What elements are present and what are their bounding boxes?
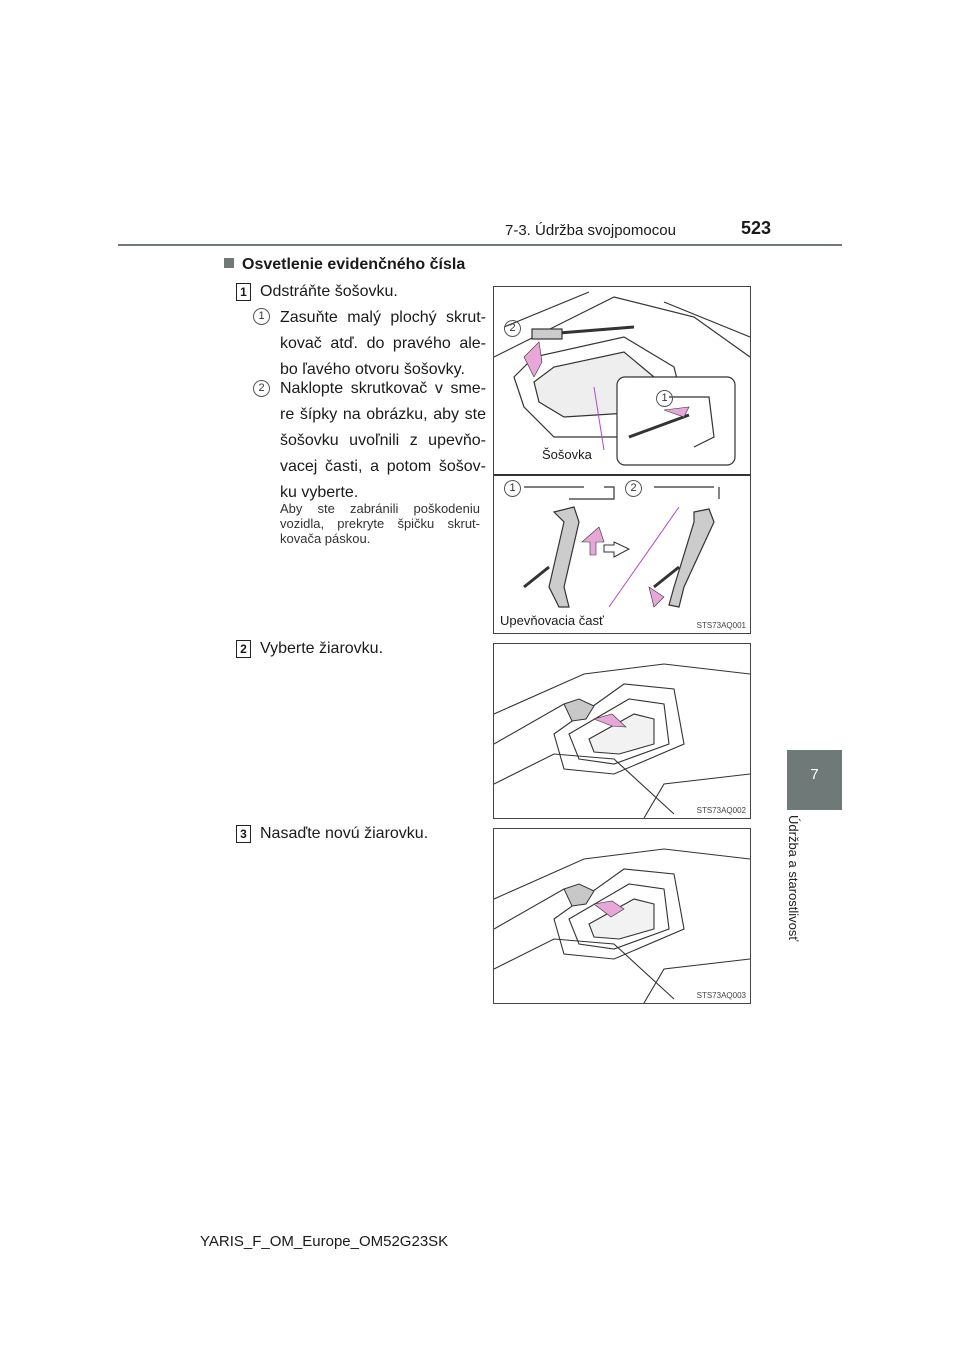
step-badge: 2 bbox=[236, 640, 251, 658]
substep-text: Naklopte skrutkovač v sme-re šípky na obrázku, aby ste šošovku uvoľnili z upevňo-vacej časti, a potom šošov-ku vyberte. bbox=[280, 380, 486, 501]
caution-note: Aby ste zabránili poškodeniu vozidla, prekryte špičku skrut-kovača páskou. bbox=[280, 501, 480, 546]
figure-callout: 1 bbox=[656, 390, 673, 407]
chapter-number: 7 bbox=[810, 766, 819, 783]
step-text: Nasaďte novú žiarovku. bbox=[260, 825, 429, 842]
square-bullet-icon bbox=[224, 258, 234, 268]
running-header: 7-3. Údržba svojpomocou bbox=[505, 222, 676, 239]
figure-code: STS73AQ003 bbox=[696, 991, 746, 1000]
section-title-text: Osvetlenie evidenčného čísla bbox=[242, 256, 466, 273]
figure-bulb-install bbox=[493, 828, 751, 1004]
page-number: 523 bbox=[741, 218, 772, 238]
substep-text: Zasuňte malý plochý skrut-kovač atď. do pravého ale-bo ľavého otvoru šošovky. bbox=[280, 309, 486, 378]
step-badge: 1 bbox=[236, 283, 251, 301]
figure-callout: 2 bbox=[504, 320, 521, 337]
substep-number: 2 bbox=[253, 380, 270, 397]
figure-callout: 2 bbox=[625, 480, 642, 497]
chapter-side-label bbox=[777, 815, 807, 995]
figure-code: STS73AQ002 bbox=[696, 806, 746, 815]
section-title bbox=[224, 256, 465, 274]
figure-callout: 1 bbox=[504, 480, 521, 497]
figure-bulb-removal bbox=[493, 643, 751, 819]
step-text: Vyberte žiarovku. bbox=[260, 640, 384, 657]
label-mount: Upevňovacia časť bbox=[500, 613, 604, 628]
step-text: Odstráňte šošovku. bbox=[260, 283, 398, 300]
figure-lens-removal bbox=[493, 286, 751, 634]
chapter-title: Údržba a starostlivosť bbox=[786, 815, 801, 942]
label-lens: Šošovka bbox=[542, 447, 592, 462]
document-id-footer: YARIS_F_OM_Europe_OM52G23SK bbox=[200, 1233, 449, 1250]
substep-number: 1 bbox=[253, 308, 270, 325]
step-badge: 3 bbox=[236, 825, 251, 843]
header-rule bbox=[118, 244, 842, 246]
chapter-tab bbox=[787, 750, 842, 810]
figure-code: STS73AQ001 bbox=[696, 621, 746, 630]
